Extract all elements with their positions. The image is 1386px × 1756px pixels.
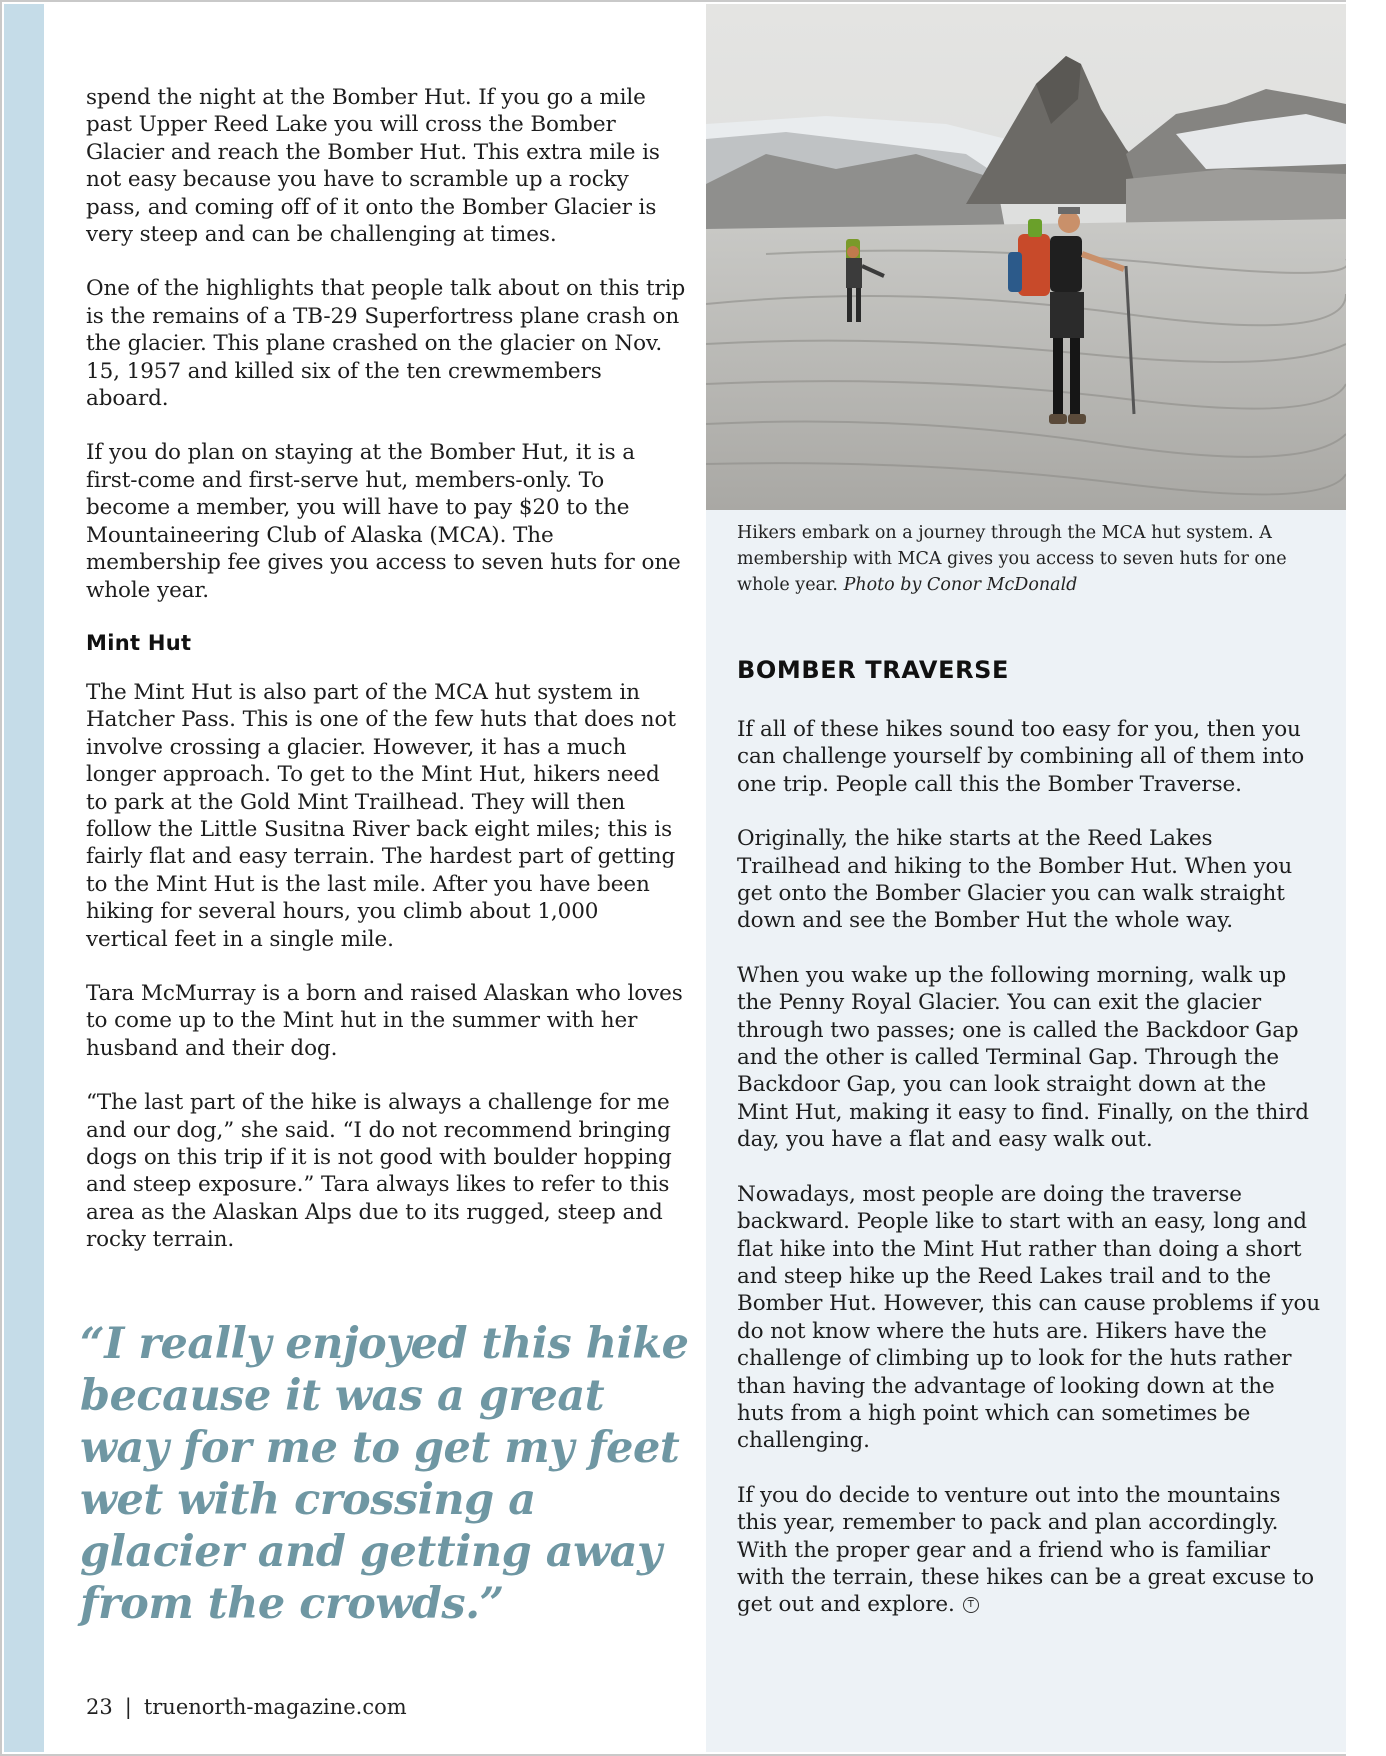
body-paragraph — [737, 1482, 1322, 1619]
body-paragraph: spend the night at the Bomber Hut. If you go a mile past Upper Reed Lake you will cross the Bomber Glacier and reach the Bomber Hut. This extra mile is not easy because you have to scramble up a rocky pass, and coming off of it onto the Bomber Glacier is very steep and can be challenging at times. — [86, 85, 660, 248]
caption-text: Hikers embark on a journey through the MCA hut system. A membership with MCA gives you access to seven huts for one whole year. — [737, 523, 1287, 595]
right-column — [737, 716, 1322, 1646]
body-paragraph: “The last part of the hike is always a challenge for me and our dog,” she said. “I do not recommend bringing dogs on this trip if it is not good with boulder hopping and steep exposure.” Tara always likes to refer to this area as the Alaskan Alps due to its rugged, steep and rocky terrain. — [86, 1090, 672, 1253]
footer-separator: | — [124, 1695, 132, 1719]
page-number: 23 — [86, 1695, 113, 1719]
left-column — [86, 84, 686, 1281]
page-footer — [86, 1695, 407, 1719]
body-paragraph: Originally, the hike starts at the Reed Lakes Trailhead and hiking to the Bomber Hut. When you get onto the Bomber Glacier you can walk straight down and see the Bomber Hut the whole way. — [737, 826, 1293, 934]
body-paragraph: When you wake up the following morning, walk up the Penny Royal Glacier. You can exit the glacier through two passes; one is called the Backdoor Gap and the other is called Terminal Gap. Through the Backdoor Gap, you can look straight down at the Mint Hut, making it easy to find. Finally, on the third day, you have a flat and easy walk out. — [737, 962, 1309, 1153]
subhead-mint-hut: Mint Hut — [86, 630, 192, 655]
photo-credit: Photo by Conor McDonald — [843, 575, 1078, 595]
body-paragraph: If you do plan on staying at the Bomber Hut, it is a first-come and first-serve hut, members-only. To become a member, you will have to pay $20 to the Mountaineering Club of Alaska (MCA). The membership fee gives you access to seven huts for one whole year. — [86, 440, 681, 603]
section-heading-bomber-traverse: BOMBER TRAVERSE — [737, 656, 1010, 684]
right-page-margin — [1346, 0, 1386, 1756]
closing-paragraph-text: If you do decide to venture out into the mountains this year, remember to pack and plan accordingly. With the proper gear and a friend who is familiar with the terrain, these hikes can be a great excuse to get out and explore. — [737, 1482, 1315, 1618]
body-paragraph: One of the highlights that people talk about on this trip is the remains of a TB-29 Superfortress plane crash on the glacier. This plane crashed on the glacier on Nov. 15, 1957 and killed six of the ten crewmembers aboard. — [86, 276, 686, 412]
body-paragraph: Tara McMurray is a born and raised Alaskan who loves to come up to the Mint hut in the summer with her husband and their dog. — [86, 980, 683, 1061]
left-accent-stripe — [4, 4, 44, 1752]
body-paragraph: Nowadays, most people are doing the traverse backward. People like to start with an easy, long and flat hike into the Mint Hut rather than doing a short and steep hike up the Reed Lakes trail and to the Bomber Hut. However, this can cause problems if you do not know where the huts are. Hikers have the challenge of climbing up to look for the huts rather than having the advantage of looking down at the huts from a high point which can sometimes be challenging. — [737, 1181, 1321, 1454]
body-paragraph: The Mint Hut is also part of the MCA hut system in Hatcher Pass. This is one of the few huts that does not involve crossing a glacier. However, it has a much longer approach. To get to the Mint Hut, hikers need to park at the Gold Mint Trailhead. They will then follow the Little Susitna River back eight miles; this is fairly flat and easy terrain. The hardest part of getting to the Mint Hut is the last mile. After you have been hiking for several hours, you climb about 1,000 vertical feet in a single mile. — [86, 679, 676, 952]
hikers-glacier-photo — [706, 4, 1346, 510]
pull-quote: “I really enjoyed this hike because it was a great way for me to get my feet wet with crossing a glacier and getting away from the crowds.” — [80, 1319, 689, 1629]
photo-caption — [737, 520, 1327, 598]
footer-site: truenorth-magazine.com — [143, 1695, 407, 1719]
end-mark-icon: T — [963, 1597, 979, 1613]
body-paragraph: If all of these hikes sound too easy for you, then you can challenge yourself by combining all of them into one trip. People call this the Bomber Traverse. — [737, 717, 1305, 797]
